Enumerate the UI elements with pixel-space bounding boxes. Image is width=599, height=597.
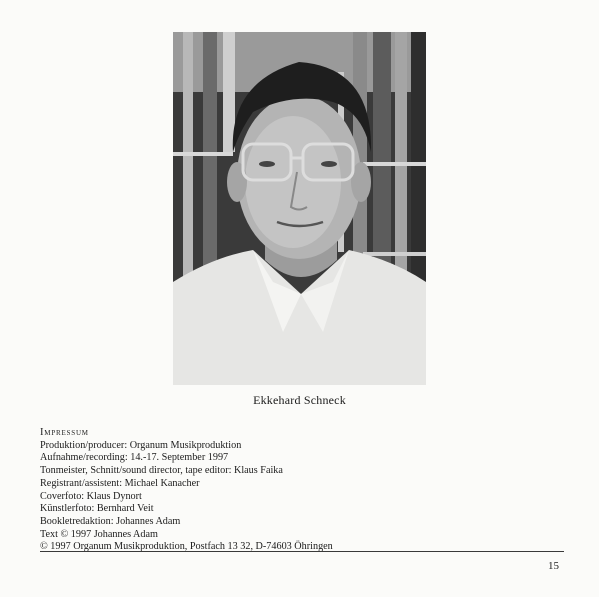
impressum-block <box>40 427 560 554</box>
credit-line: Text © 1997 Johannes Adam <box>40 528 158 540</box>
photo-caption: Ekkehard Schneck <box>253 393 346 407</box>
credit-line: Tonmeister, Schnitt/sound director, tape editor: Klaus Faika <box>40 465 283 477</box>
footer-rule <box>40 551 564 552</box>
page-number: 15 <box>548 560 559 572</box>
portrait-illustration <box>173 32 426 385</box>
credit-line: Aufnahme/recording: 14.-17. September 1997 <box>40 452 229 464</box>
credit-line: Produktion/producer: Organum Musikproduktion <box>40 439 242 451</box>
credit-line: Bookletredaktion: Johannes Adam <box>40 515 181 527</box>
impressum-heading: Impressum <box>40 427 89 438</box>
credit-line: Coverfoto: Klaus Dynort <box>40 490 142 502</box>
credit-line: Künstlerfoto: Bernhard Veit <box>40 503 154 515</box>
credit-line: Registrant/assistent: Michael Kanacher <box>40 477 200 489</box>
portrait-photo <box>173 32 426 385</box>
copyright-line: © 1997 Organum Musikproduktion, Postfach 13 32, D-74603 Öhringen <box>40 541 333 553</box>
